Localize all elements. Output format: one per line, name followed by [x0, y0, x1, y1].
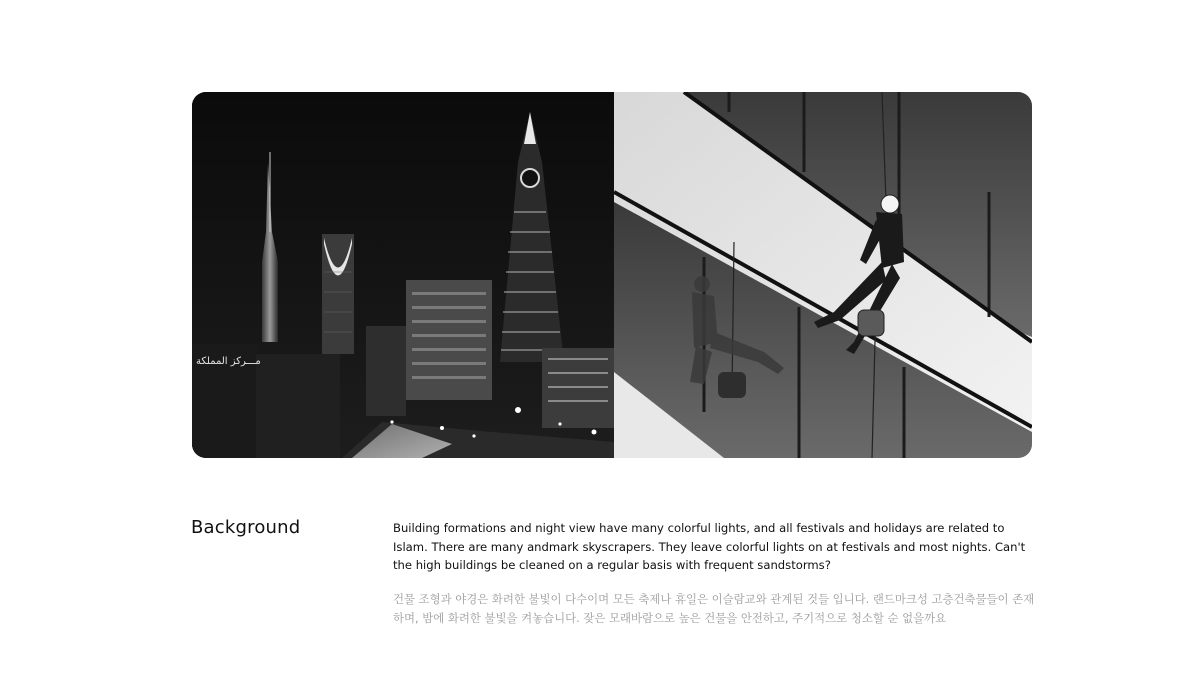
window-cleaner-photo	[614, 92, 1032, 458]
description-english: Building formations and night view have many colorful lights, and all festivals and holidays are related to Islam. There are many andmark skyscrapers. They leave colorful lights on at festivals and most nights. Can't the high buildings be cleaned on a regular basis with frequent sandstorms?	[393, 521, 1026, 572]
hero-image-strip	[192, 92, 1032, 458]
city-skyline-night-photo	[192, 92, 614, 458]
building-sign-text: مـــركز المملكة	[196, 356, 261, 367]
section-heading: Background	[191, 517, 301, 538]
description-korean: 건물 조형과 야경은 화려한 불빛이 다수이며 모든 축제나 휴일은 이슬람교와 관계된 것들 입니다. 랜드마크성 고층건축물들이 존재하며, 밤에 화려한 불빛을 켜놓습니다. 잦은 모래바람으로 높은 건물을 안전하고, 주기적으로 청소할 순 없을까요	[393, 592, 1035, 625]
